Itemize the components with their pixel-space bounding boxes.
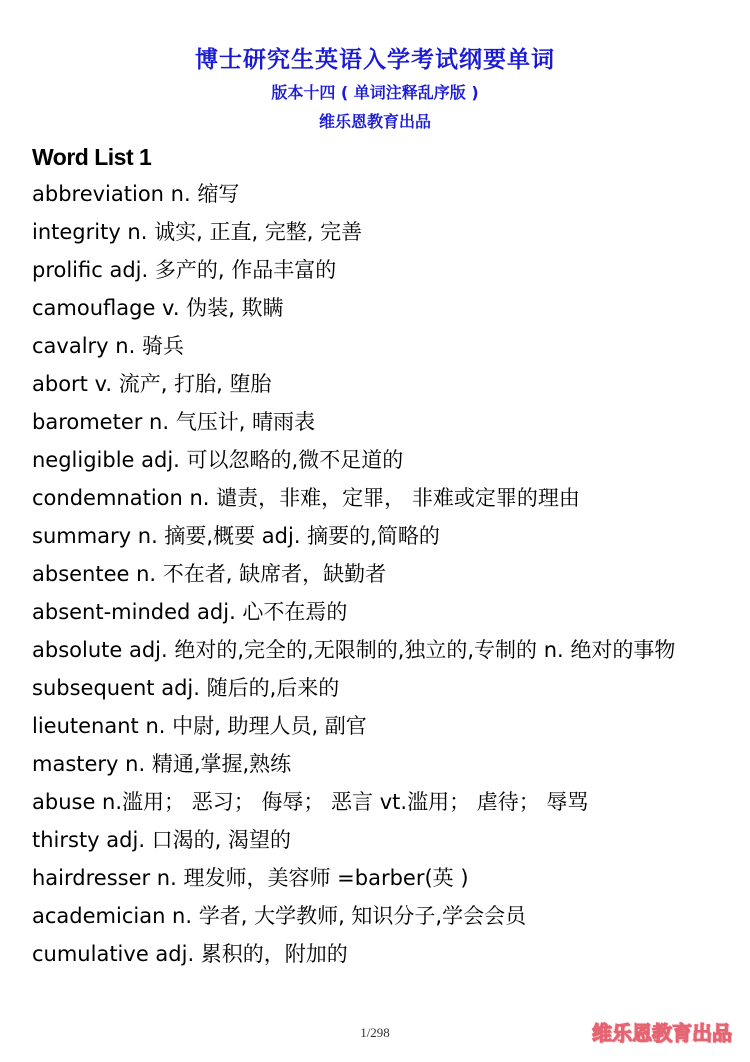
word-entry: prolific adj. 多产的, 作品丰富的 [32, 258, 337, 282]
page-number: 1/298 [360, 1025, 390, 1040]
word-entry: abort v. 流产, 打胎, 堕胎 [32, 372, 272, 396]
word-entry: absent-minded adj. 心不在焉的 [32, 600, 348, 624]
word-entry: thirsty adj. 口渴的, 渴望的 [32, 828, 292, 852]
word-entry: camouflage v. 伪装, 欺瞒 [32, 296, 284, 320]
word-entry: barometer n. 气压计, 晴雨表 [32, 410, 316, 434]
word-list-content [32, 139, 722, 973]
word-entry: negligible adj. 可以忽略的,微不足道的 [32, 448, 404, 472]
word-entry: cumulative adj. 累积的，附加的 [32, 942, 348, 966]
word-entry: abuse n.滥用； 恶习； 侮辱； 恶言 vt.滥用； 虐待； 辱骂 [32, 790, 589, 814]
word-entry: academician n. 学者, 大学教师, 知识分子,学会会员 [32, 904, 527, 928]
word-entry: abbreviation n. 缩写 [32, 182, 240, 206]
word-entry: absolute adj. 绝对的,完全的,无限制的,独立的,专制的 n. 绝对的事物 [32, 638, 676, 662]
word-entry: mastery n. 精通,掌握,熟练 [32, 752, 292, 776]
word-entry: lieutenant n. 中尉, 助理人员, 副官 [32, 714, 367, 738]
publisher-watermark: 维乐恩教育出品 [592, 1021, 732, 1045]
word-entry: condemnation n. 谴责，非难，定罪， 非难或定罪的理由 [32, 486, 580, 510]
word-entry: integrity n. 诚实, 正直, 完整, 完善 [32, 220, 363, 244]
word-entry: cavalry n. 骑兵 [32, 334, 184, 358]
word-list-heading: Word List 1 [32, 144, 152, 170]
word-entry: subsequent adj. 随后的,后来的 [32, 676, 340, 700]
document-subtitle: 版本十四 ( 单词注释乱序版 ) [271, 83, 479, 102]
word-entry: summary n. 摘要,概要 adj. 摘要的,简略的 [32, 524, 440, 548]
word-entry: hairdresser n. 理发师，美容师 =barber(英 ) [32, 866, 469, 890]
document-title: 博士研究生英语入学考试纲要单词 [195, 47, 555, 73]
word-entries [32, 175, 722, 973]
document-publisher: 维乐恩教育出品 [318, 112, 431, 131]
document-header [0, 44, 750, 135]
word-entry: absentee n. 不在者, 缺席者，缺勤者 [32, 562, 387, 586]
